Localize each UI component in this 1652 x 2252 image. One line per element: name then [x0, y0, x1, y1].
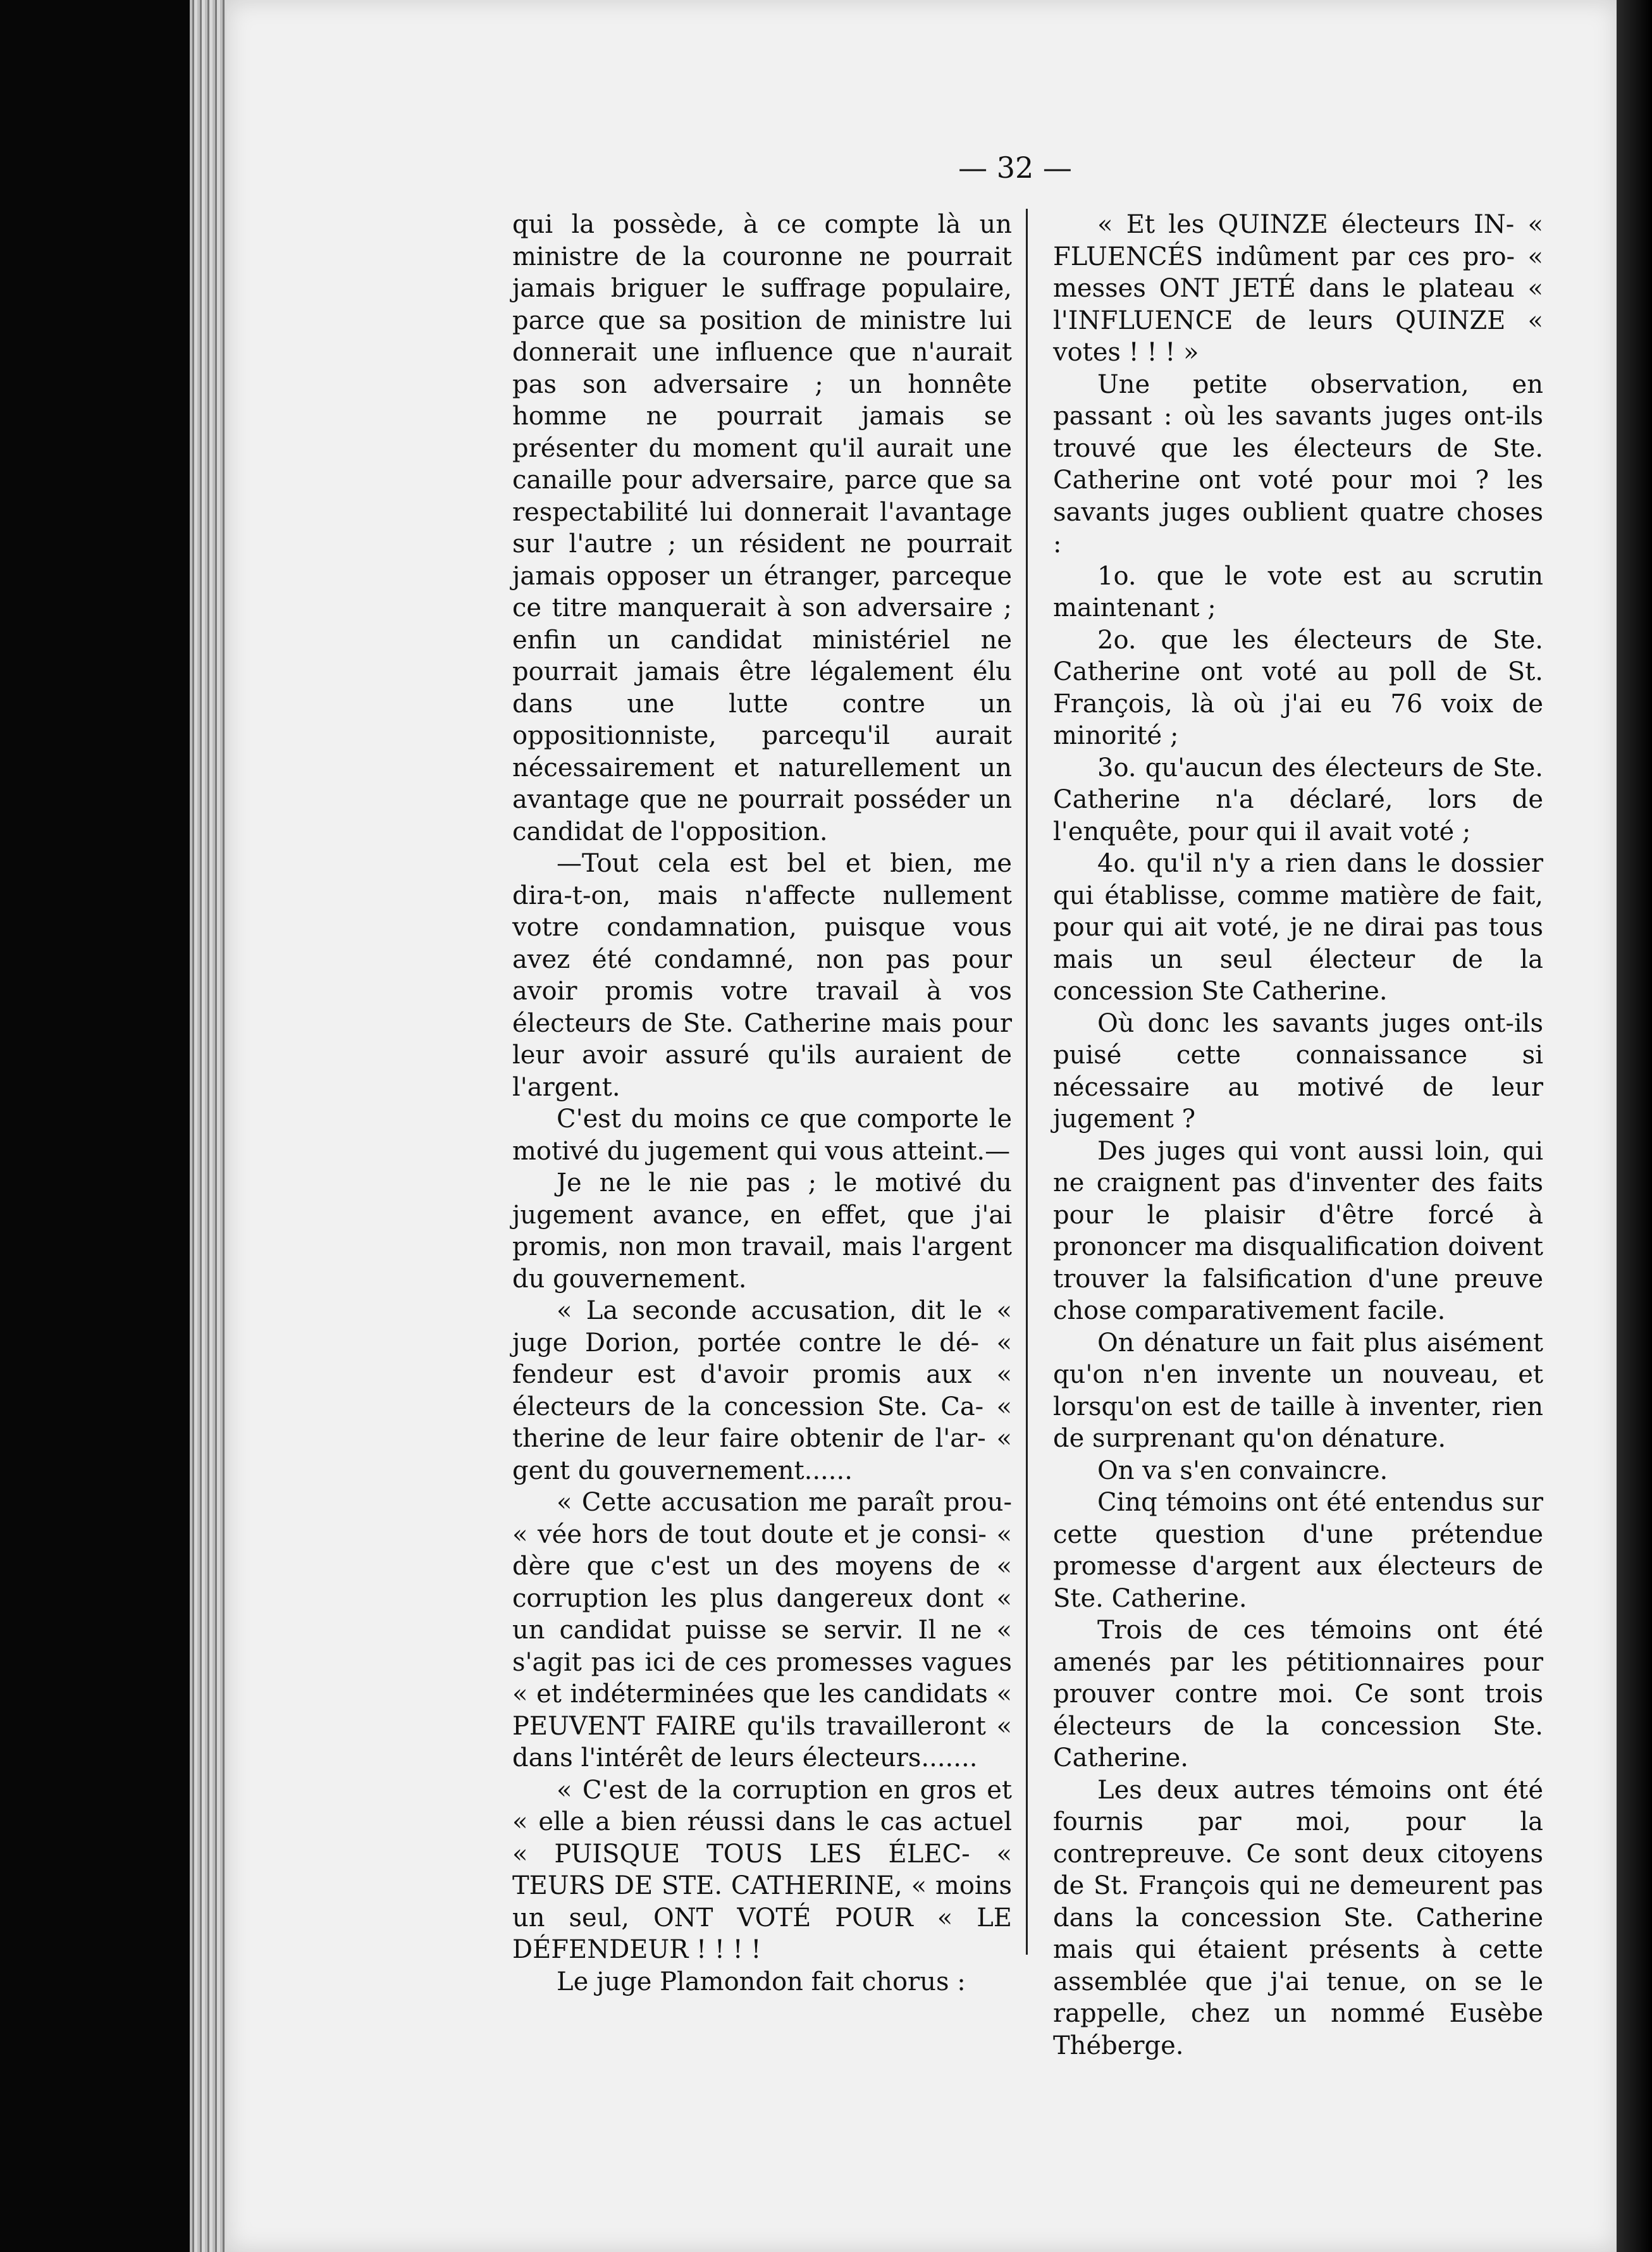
paragraph: On va s'en convaincre. [1097, 1456, 1388, 1485]
list-item: 2o. que les électeurs de Ste. Catherine ont voté au poll de St. François, là où j'ai eu 76 voix de minorité ; [1053, 625, 1543, 750]
paragraph: Cinq témoins ont été entendus sur cette question d'une prétendue promesse d'argent aux électeurs de Ste. Catherine. [1053, 1488, 1543, 1613]
paragraph: Les deux autres témoins ont été fournis par moi, pour la contrepreuve. Ce sont deux citoyens de St. François qui ne demeurent pas dans la concession Ste. Catherine mais qui étaient présents à cette assemblée que j'ai tenue, on se le rappelle, chez un nommé Eusèbe Théberge. [1053, 1775, 1543, 2060]
paragraph: On dénature un fait plus aisément qu'on n'en invente un nouveau, et lorsqu'on est de taille à inventer, rien de surprenant qu'on dénature. [1053, 1328, 1543, 1453]
list-item: 4o. qu'il n'y a rien dans le dossier qui établisse, comme matière de fait, pour qui ait voté, je ne dirai pas tous mais un seul électeur de la concession Ste Catherine. [1053, 849, 1543, 1006]
paragraph: Le juge Plamondon fait chorus : [557, 1967, 966, 1996]
scan-background-left [0, 0, 196, 2252]
page-number: — 32 — [958, 151, 1072, 185]
left-text-column [512, 209, 1012, 1998]
list-item: 3o. qu'aucun des électeurs de Ste. Catherine n'a déclaré, lors de l'enquête, pour qui il avait voté ; [1053, 753, 1543, 846]
paragraph: Des juges qui vont aussi loin, qui ne craignent pas d'inventer des faits pour le plaisir d'être forcé à prononcer ma disqualification doivent trouver la falsification d'une preuve chose comparativement facile. [1053, 1136, 1543, 1325]
paragraph: Une petite observation, en passant : où les savants juges ont-ils trouvé que les électeurs de Ste. Catherine ont voté pour moi ? les savants juges oublient quatre choses : [1053, 369, 1543, 559]
paragraph: —Tout cela est bel et bien, me dira-t-on, mais n'affecte nullement votre condamnation, puisque vous avez été condamné, non pas pour avoir promis votre travail à vos électeurs de Ste. Catherine mais pour leur avoir assuré qu'ils auraient de l'argent. [512, 849, 1012, 1102]
paragraph: Où donc les savants juges ont-ils puisé cette connaissance si nécessaire au motivé de leur jugement ? [1053, 1008, 1543, 1134]
quoted-paragraph: « La seconde accusation, dit le « juge Dorion, portée contre le dé- « fendeur est d'avoir promis aux « électeurs de la concession Ste. Ca- « therine de leur faire obtenir de l'ar- « gent du gouvernement...... [512, 1296, 1012, 1485]
quoted-paragraph: « C'est de la corruption en gros et « elle a bien réussi dans le cas actuel « PUISQUE TOUS LES ÉLEC- « TEURS DE STE. CATHERINE, « moins un seul, ONT VOTÉ POUR « LE DÉFENDEUR ! ! ! ! [512, 1775, 1012, 1964]
list-item: 1o. que le vote est au scrutin maintenant ; [1053, 561, 1543, 622]
paragraph: C'est du moins ce que comporte le motivé du jugement qui vous atteint.— [512, 1104, 1012, 1166]
paragraph: Trois de ces témoins ont été amenés par les pétitionnaires pour prouver contre moi. Ce sont trois électeurs de la concession Ste. Catherine. [1053, 1616, 1543, 1773]
right-text-column [1053, 209, 1543, 2062]
column-divider [1026, 209, 1028, 1955]
paragraph: qui la possède, à ce compte là un ministre de la couronne ne pourrait jamais briguer le suffrage populaire, parce que sa position de ministre lui donnerait une influence que n'aurait pas son adversaire ; un honnête homme ne pourrait jamais se présenter du moment qu'il aurait une canaille pour adversaire, parce que sa respectabilité lui donnerait l'avantage sur l'autre ; un résident ne pourrait jamais opposer un étranger, parceque ce titre manquerait à son adversaire ; enfin un candidat ministériel ne pourrait jamais être légalement élu dans une lutte contre un oppositionniste, parcequ'il aurait nécessairement et naturellement un avantage que ne pourrait posséder un candidat de l'opposition. [512, 210, 1012, 846]
paragraph: Je ne le nie pas ; le motivé du jugement avance, en effet, que j'ai promis, non mon travail, mais l'argent du gouvernement. [512, 1168, 1012, 1294]
quoted-paragraph: « Et les QUINZE électeurs IN- « FLUENCÉS indûment par ces pro- « messes ONT JETÉ dans le plateau « l'INFLUENCE de leurs QUINZE « votes ! ! ! » [1053, 210, 1543, 367]
scan-background-right [1617, 0, 1652, 2252]
quoted-paragraph: « Cette accusation me paraît prou- « vée hors de tout doute et je consi- « dère que c'est un des moyens de « corruption les plus dangereux dont « un candidat puisse se servir. Il ne « s'agit pas ici de ces promesses vagues « et indéterminées que les candidats « PEUVENT FAIRE qu'ils travailleront « dans l'intérêt de leurs électeurs....... [512, 1488, 1012, 1773]
page-stack-edges [190, 0, 228, 2252]
